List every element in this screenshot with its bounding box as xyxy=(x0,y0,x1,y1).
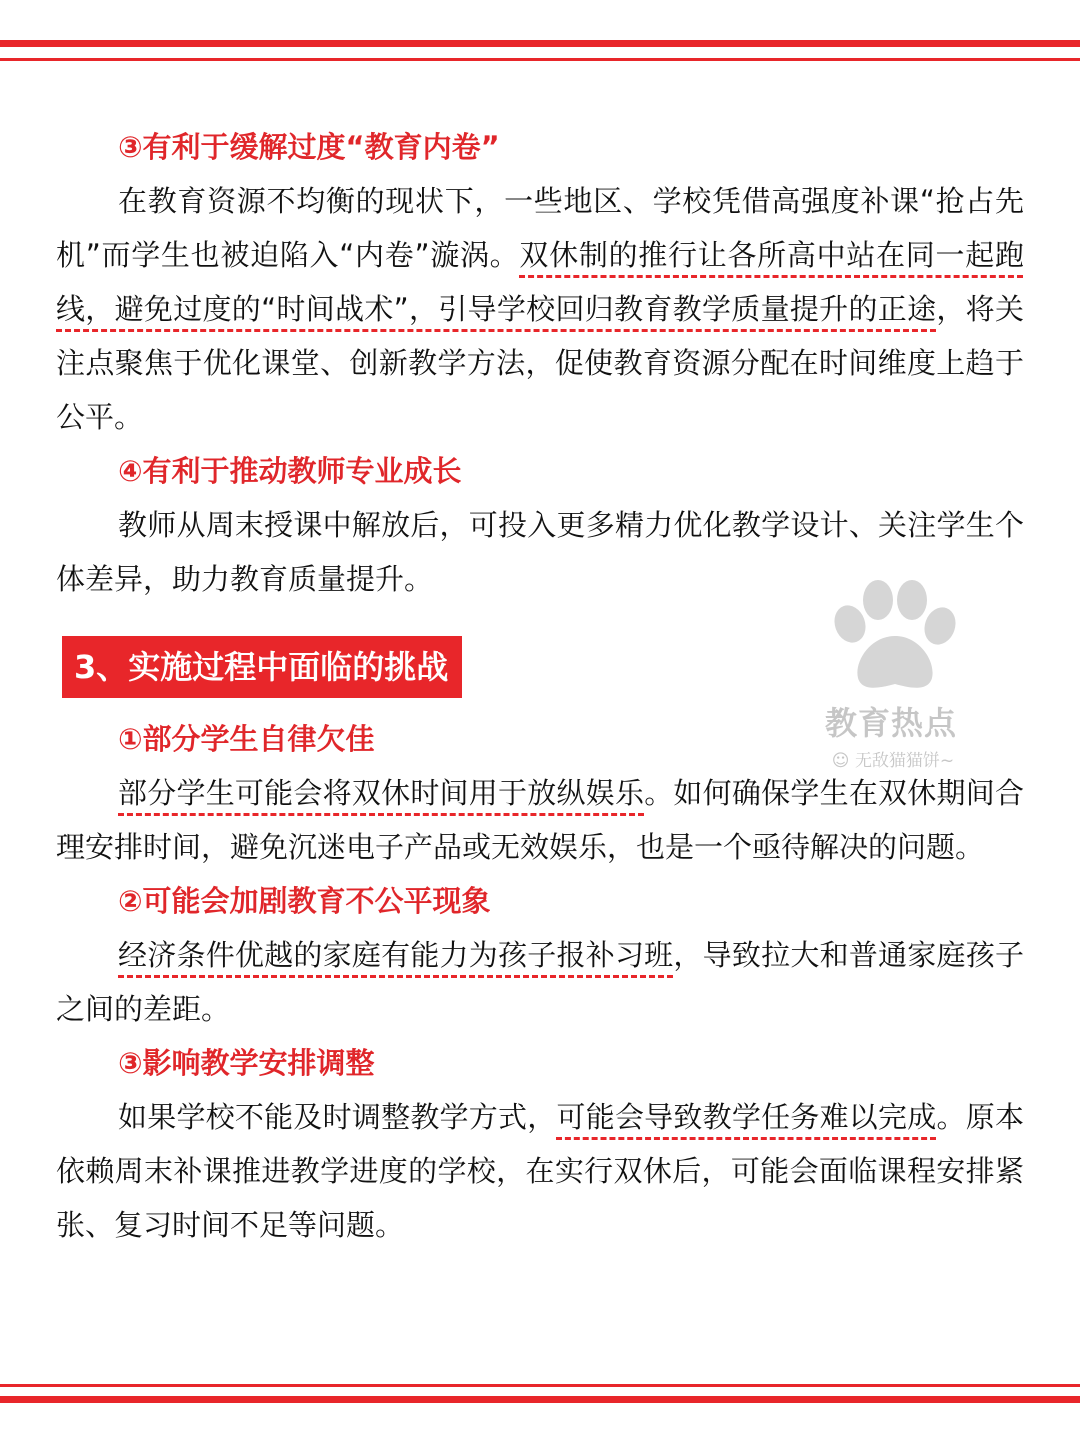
watermark xyxy=(816,578,966,778)
sub-title-self-discipline: ①部分学生自律欠佳 xyxy=(118,722,375,756)
watermark-title: 教育热点 xyxy=(824,704,957,742)
underlined-text-segment: 部分学生可能会将双休时间用于放纵娱乐 xyxy=(118,776,645,810)
watermark-author xyxy=(820,746,966,771)
top-border-thick xyxy=(0,40,1080,47)
bottom-border-thick xyxy=(0,1396,1080,1403)
bottom-border-thin xyxy=(0,1384,1080,1387)
paragraph-reduce-involution xyxy=(56,174,1024,444)
top-border-thin xyxy=(0,58,1080,61)
text-segment: 如果学校不能及时调整教学方式， xyxy=(118,1100,557,1134)
paw-print-icon xyxy=(816,578,966,698)
sub-title-reduce-involution: ③有利于缓解过度“教育内卷” xyxy=(118,130,500,164)
text-segment: ，导致拉大和普通家庭孩子之间的差距。 xyxy=(56,938,1024,1026)
watermark-author-name: 无敌猫猫饼~ xyxy=(854,751,955,771)
underlined-text-segment: 经济条件优越的家庭有能力为孩子报补习班 xyxy=(118,938,674,972)
paragraph-self-discipline xyxy=(56,766,1024,874)
sub-title-teacher-growth: ④有利于推动教师专业成长 xyxy=(118,454,462,488)
text-segment: 教师从周末授课中解放后，可投入更多精力优化教学设计、关注学生个体差异，助力教育质量提升。 xyxy=(56,508,1024,596)
underlined-text-segment: 可能会导致教学任务难以完成 xyxy=(556,1100,937,1134)
section-heading: 3、实施过程中面临的挑战 xyxy=(62,636,462,698)
text-segment: 。原本依赖周末补课推进教学进度的学校，在实行双休后，可能会面临课程安排紧张、复习时间不足等问题。 xyxy=(56,1100,1024,1242)
text-segment: ，将关注点聚焦于优化课堂、创新教学方法，促使教育资源分配在时间维度上趋于公平。 xyxy=(56,292,1024,434)
sub-title-inequality: ②可能会加剧教育不公平现象 xyxy=(118,884,491,918)
author-icon: ☺ xyxy=(831,751,855,771)
paragraph-inequality xyxy=(56,928,1024,1036)
underlined-text-segment: 双休制的推行让各所高中站在同一起跑线，避免过度的“时间战术”，引导学校回归教育教学质量提升的正途 xyxy=(56,238,1024,326)
paragraph-teaching-arrangement xyxy=(56,1090,1024,1252)
text-segment: 在教育资源不均衡的现状下，一些地区、学校凭借高强度补课“抢占先机”而学生也被迫陷入“内卷”漩涡。 xyxy=(56,184,1024,272)
sub-title-teaching-arrangement: ③影响教学安排调整 xyxy=(118,1046,375,1080)
text-segment: 。如何确保学生在双休期间合理安排时间，避免沉迷电子产品或无效娱乐，也是一个亟待解决的问题。 xyxy=(56,776,1024,864)
